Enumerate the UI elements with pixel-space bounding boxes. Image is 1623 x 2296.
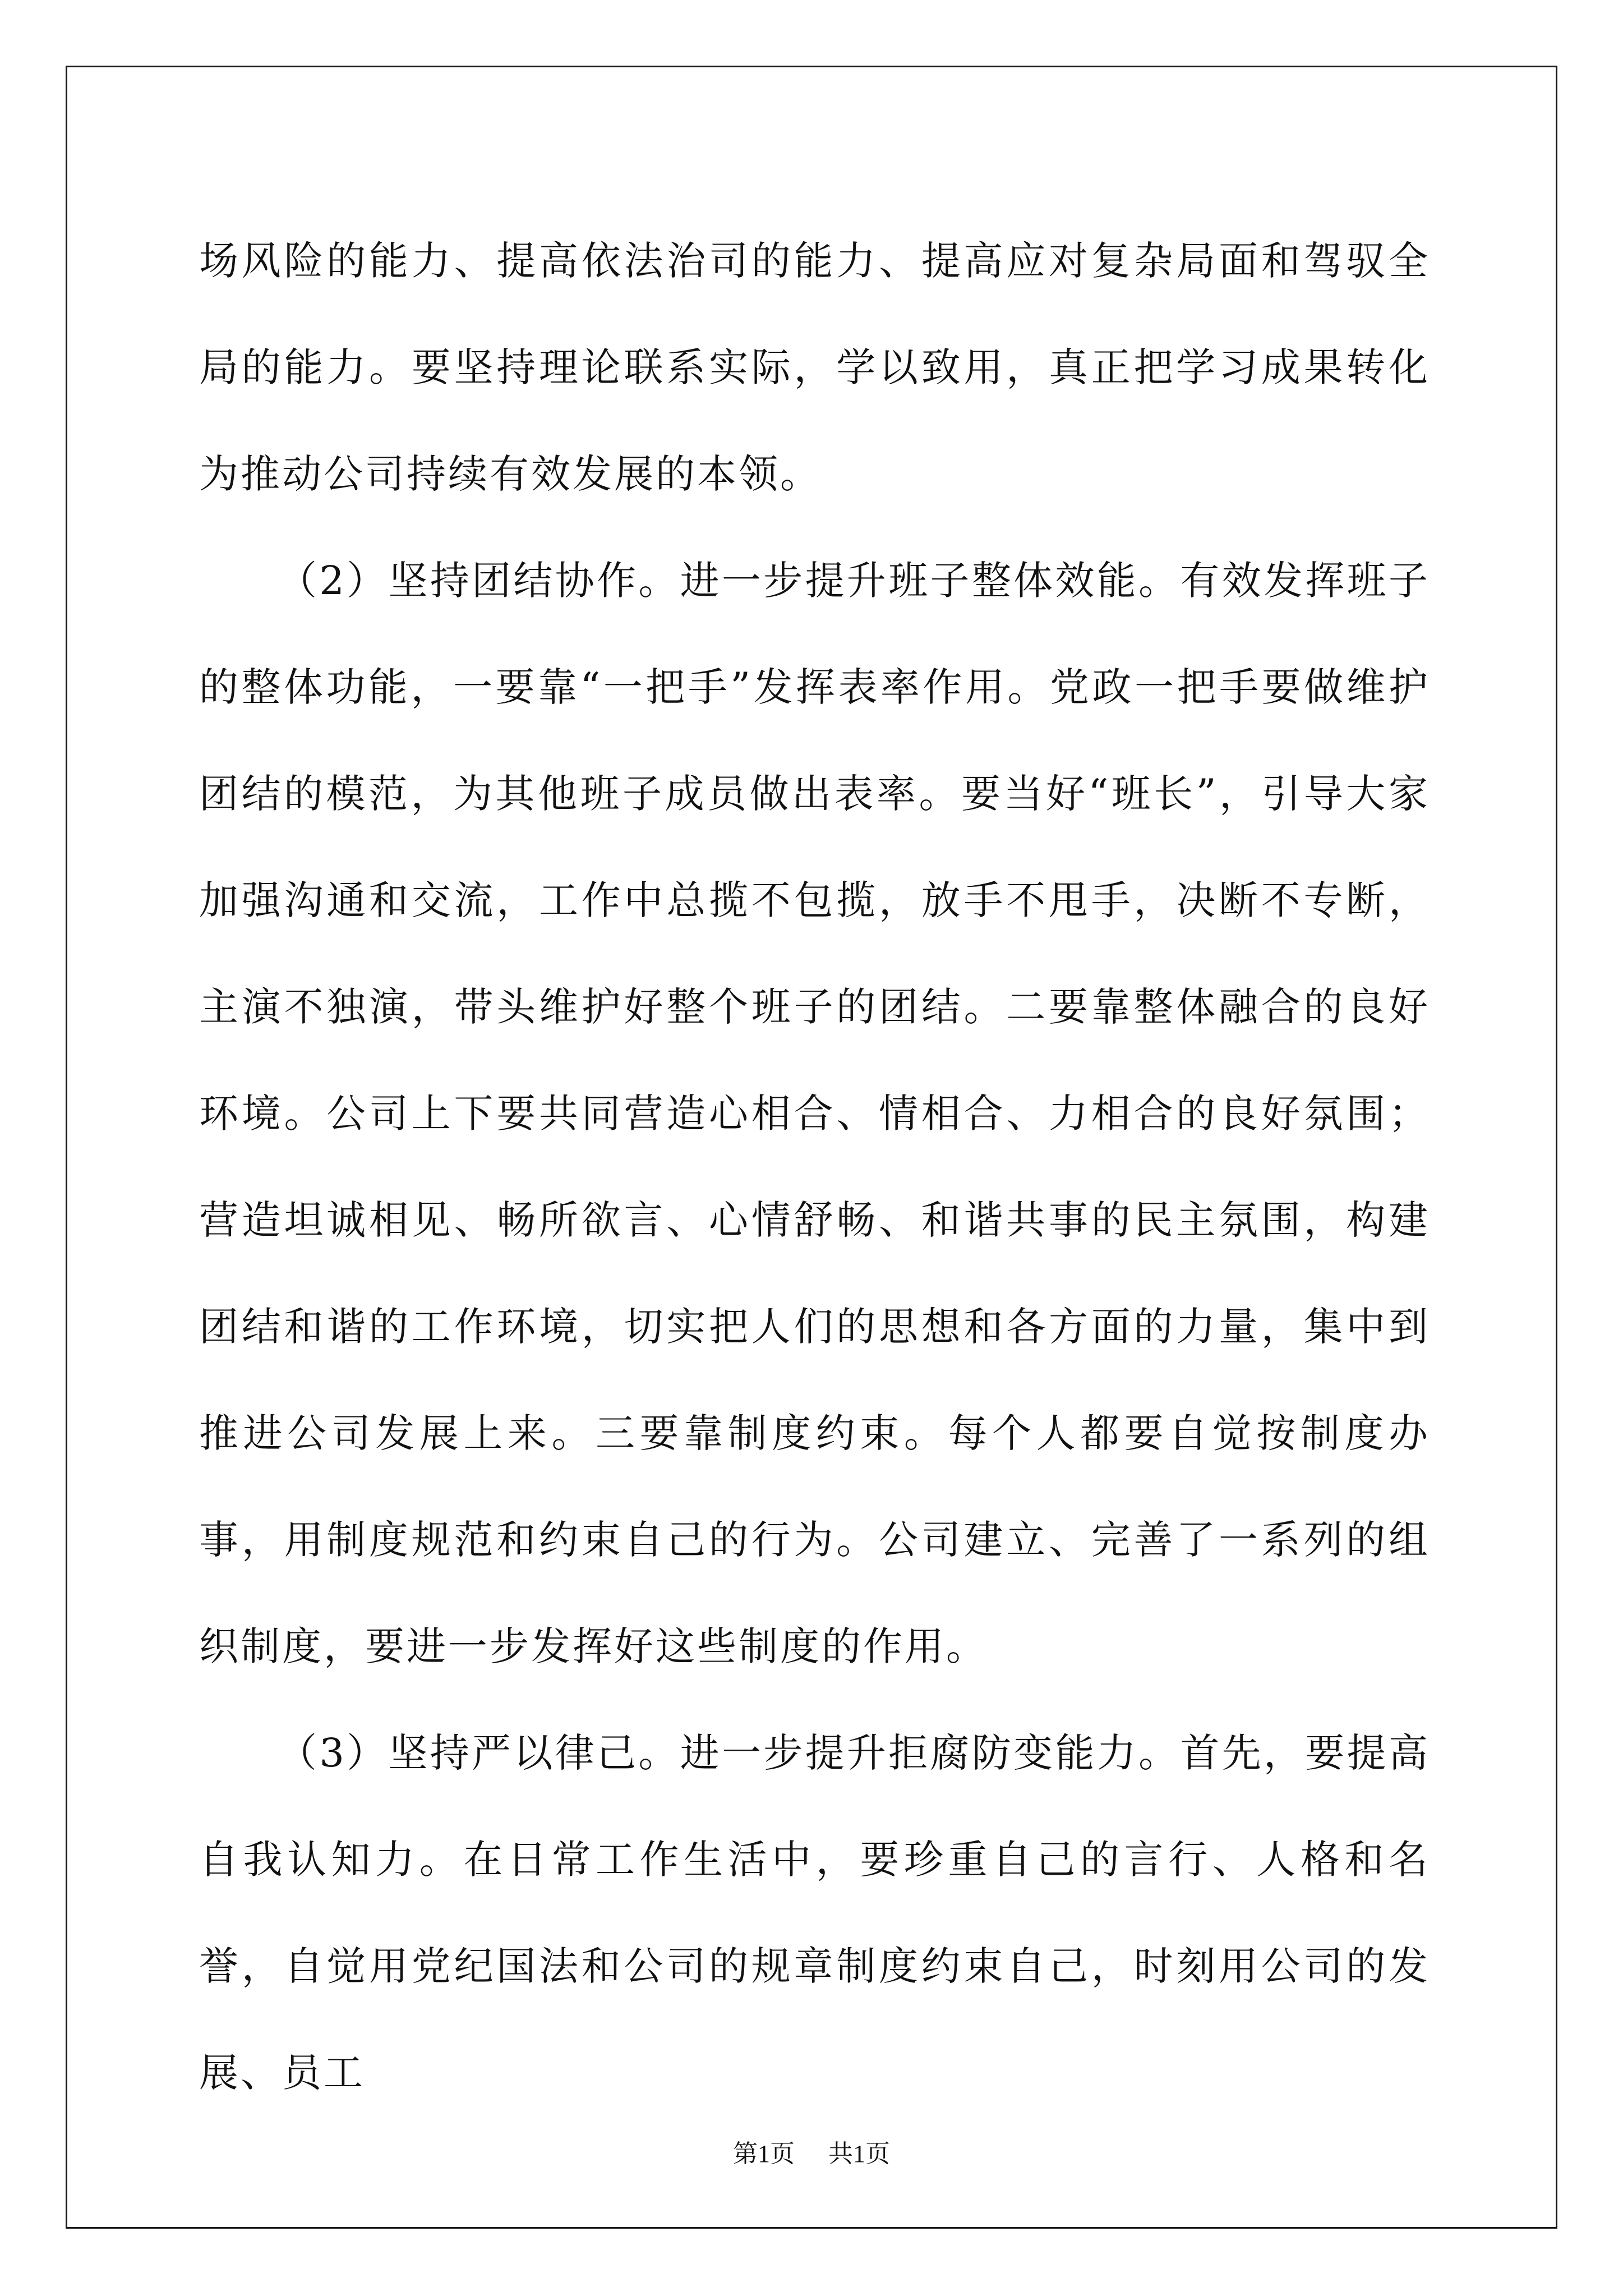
paragraph-3: （3）坚持严以律己。进一步提升拒腐防变能力。首先，要提高自我认知力。在日常工作生活中，要珍重自己的言行、人格和名誉，自觉用党纪国法和公司的规章制度约束自己，时刻用公司的发展、员工 [199, 1730, 1430, 2096]
page-total: 共1页 [828, 2140, 890, 2168]
page-number: 第1页 [733, 2140, 795, 2168]
paragraph-1: 场风险的能力、提高依法治司的能力、提高应对复杂局面和驾驭全局的能力。要坚持理论联系实际，学以致用，真正把学习成果转化为推动公司持续有效发展的本领。 [199, 238, 1430, 497]
document-body [199, 208, 1430, 2126]
page-footer [0, 2137, 1623, 2171]
paragraph-2: （2）坚持团结协作。进一步提升班子整体效能。有效发挥班子的整体功能，一要靠“一把手”发挥表率作用。党政一把手要做维护团结的模范，为其他班子成员做出表率。要当好“班长”，引导大家加强沟通和交流，工作中总揽不包揽，放手不甩手，决断不专断，主演不独演，带头维护好整个班子的团结。二要靠整体融合的良好环境。公司上下要共同营造心相合、情相合、力相合的良好氛围；营造坦诚相见、畅所欲言、心情舒畅、和谐共事的民主氛围，构建团结和谐的工作环境，切实把人们的思想和各方面的力量，集中到推进公司发展上来。三要靠制度约束。每个人都要自觉按制度办事，用制度规范和约束自己的行为。公司建立、完善了一系列的组织制度，要进一步发挥好这些制度的作用。 [199, 558, 1430, 1669]
